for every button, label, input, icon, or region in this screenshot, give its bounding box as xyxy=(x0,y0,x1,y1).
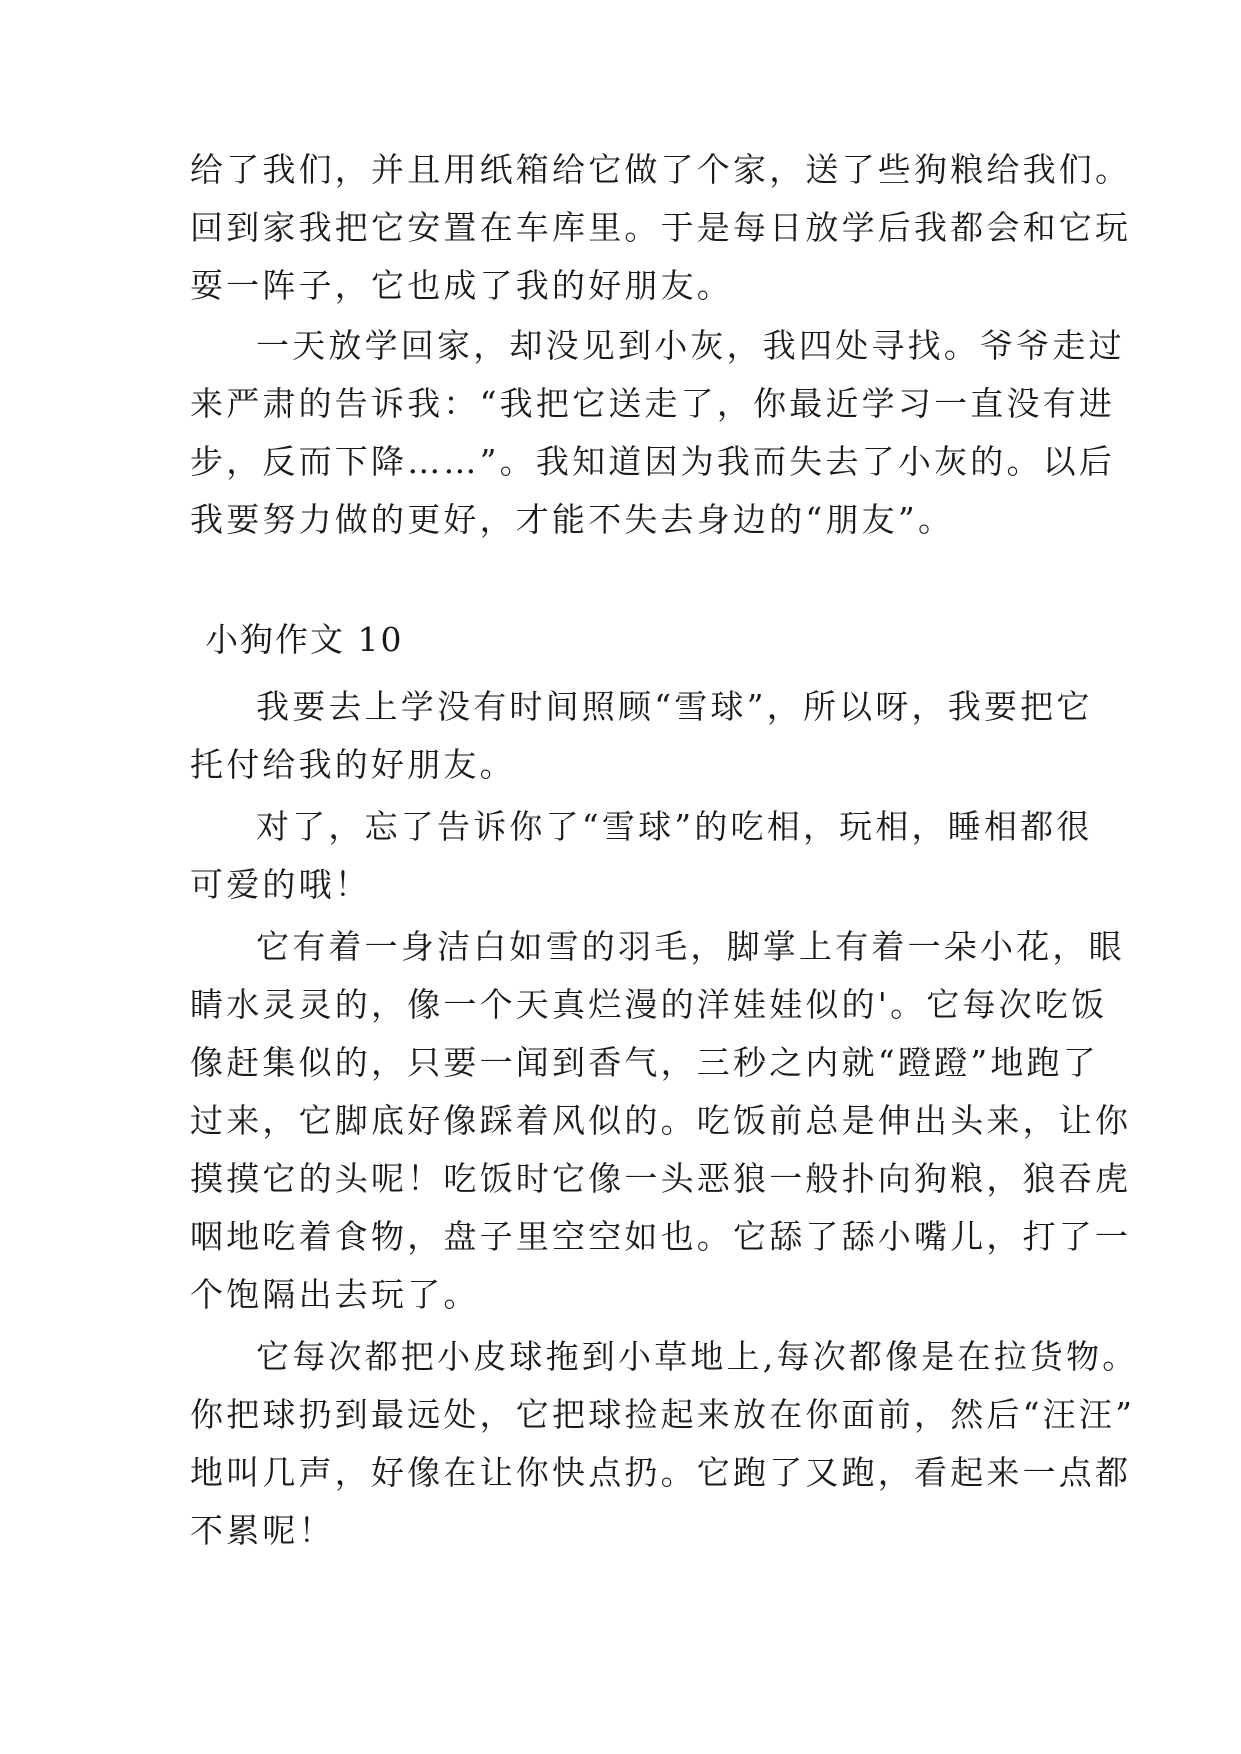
text-line: 不累呢！ xyxy=(190,1511,335,1550)
text-line: 可爱的哦！ xyxy=(190,865,371,904)
text-line: 咽地吃着食物，盘子里空空如也。它舔了舔小嘴儿，打了一 xyxy=(190,1217,1132,1256)
text-line: 地叫几声，好像在让你快点扔。它跑了又跑，看起来一点都 xyxy=(190,1453,1132,1492)
text-line: 一天放学回家，却没见到小灰，我四处寻找。爷爷走过 xyxy=(256,326,1125,365)
text-line: 对了，忘了告诉你了“雪球”的吃相，玩相，睡相都很 xyxy=(256,807,1093,846)
text-line: 它每次都把小皮球拖到小草地上,每次都像是在拉货物。 xyxy=(256,1337,1139,1376)
section-heading: 小狗作文 10 xyxy=(205,620,404,659)
text-line: 回到家我把它安置在车库里。于是每日放学后我都会和它玩 xyxy=(190,208,1132,247)
text-line: 我要去上学没有时间照顾“雪球”，所以呀，我要把它 xyxy=(256,687,1093,726)
text-line: 摸摸它的头呢！吃饭时它像一头恶狼一般扑向狗粮，狼吞虎 xyxy=(190,1159,1132,1198)
text-line: 来严肃的告诉我：“我把它送走了，你最近学习一直没有进 xyxy=(190,384,1116,423)
text-line: 我要努力做的更好，才能不失去身边的“朋友”。 xyxy=(190,500,955,539)
text-line: 托付给我的好朋友。 xyxy=(190,745,516,784)
text-line: 步，反而下降……”。我知道因为我而失去了小灰的。以后 xyxy=(190,442,1116,481)
text-line: 耍一阵子，它也成了我的好朋友。 xyxy=(190,266,733,305)
text-line: 睛水灵灵的，像一个天真烂漫的洋娃娃似的'。它每次吃饭 xyxy=(190,985,1108,1024)
text-line: 像赶集似的，只要一闻到香气，三秒之内就“蹬蹬”地跑了 xyxy=(190,1043,1099,1082)
text-line: 你把球扔到最远处，它把球捡起来放在你面前，然后“汪汪” xyxy=(190,1395,1136,1434)
text-line: 给了我们，并且用纸箱给它做了个家，送了些狗粮给我们。 xyxy=(190,150,1132,189)
text-line: 它有着一身洁白如雪的羽毛，脚掌上有着一朵小花，眼 xyxy=(256,927,1125,966)
text-line: 过来，它脚底好像踩着风似的。吃饭前总是伸出头来，让你 xyxy=(190,1101,1132,1140)
text-line: 个饱隔出去玩了。 xyxy=(190,1275,480,1314)
